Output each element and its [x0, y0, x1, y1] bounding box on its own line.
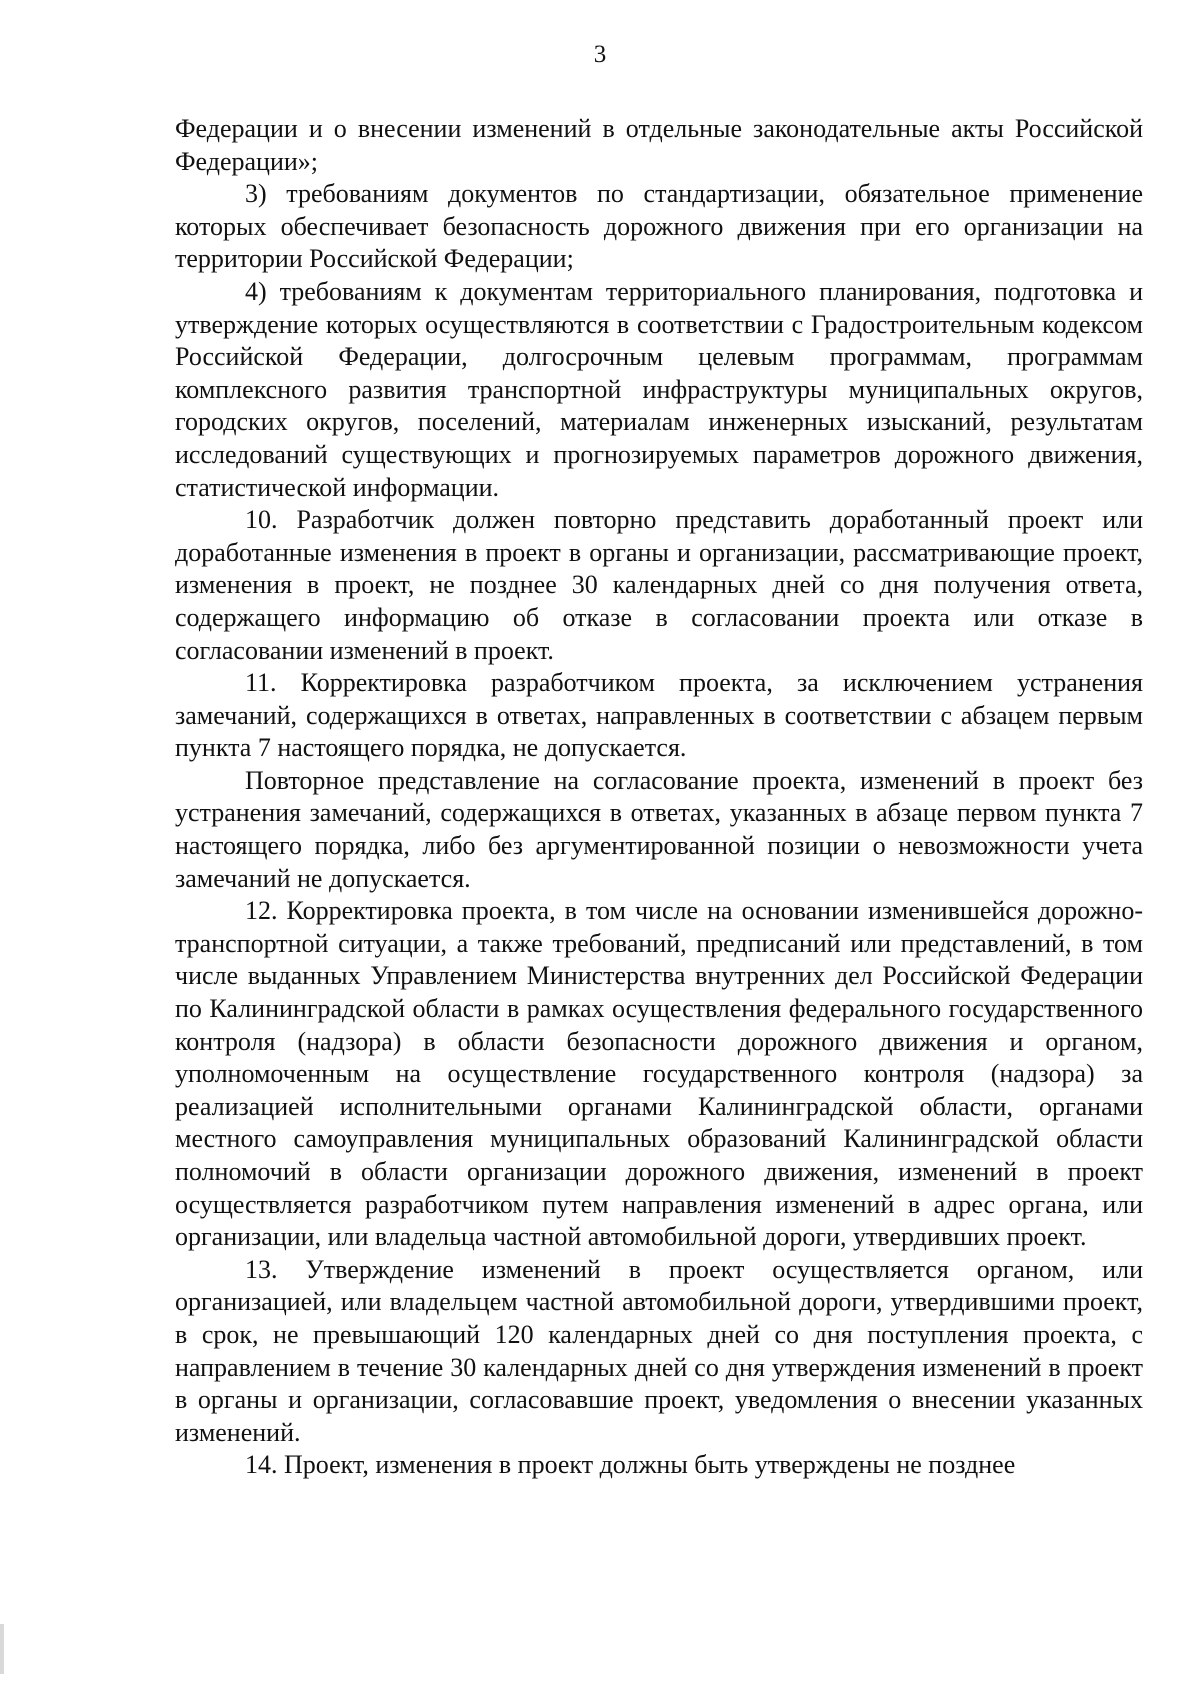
paragraph-clause-12: 12. Корректировка проекта, в том числе на основании изменившейся дорожно-транспортной ситуации, а также требований, предписаний или представлений, в том числе выданных Управлением Министерства внутренних дел Российской Федерации по Калининградской области в рамках осуществления федерального государственного контроля (надзора) в области безопасности дорожного движения и органом, уполномоченным на осуществление государственного контроля (надзора) за реализацией исполнительными органами Калининградской области, органами местного самоуправления муниципальных образований Калининградской области полномочий в области организации дорожного движения, изменений в проект осуществляется разработчиком путем направления изменений в адрес органа, или организации, или владельца частной автомобильной дороги, утвердивших проект. — [175, 896, 1143, 1252]
document-body — [175, 113, 1143, 1482]
paragraph-clause-10: 10. Разработчик должен повторно представить доработанный проект или доработанные изменения в проект в органы и организации, рассматривающие проект, изменения в проект, не позднее 30 календарных дней со дня получения ответа, содержащего информацию об отказе в согласовании проекта или отказе в согласовании изменений в проект. — [175, 505, 1143, 665]
paragraph-continuation: Федерации и о внесении изменений в отдельные законодательные акты Российской Федерации»; — [175, 114, 1143, 176]
paragraph-clause-11-part-2: Повторное представление на согласование проекта, изменений в проект без устранения замечаний, содержащихся в ответах, указанных в абзаце первом пункта 7 настоящего порядка, либо без аргументированной позиции о невозможности учета замечаний не допускается. — [175, 765, 1143, 893]
paragraph-item-4: 4) требованиям к документам территориального планирования, подготовка и утверждение которых осуществляются в соответствии с Градостроительным кодексом Российской Федерации, долгосрочным целевым программам, программам комплексного развития транспортной инфраструктуры муниципальных округов, городских округов, поселений, материалам инженерных изысканий, результатам исследований существующих и прогнозируемых параметров дорожного движения, статистической информации. — [175, 276, 1143, 502]
paragraph-item-3: 3) требованиям документов по стандартизации, обязательное применение которых обеспечивает безопасность дорожного движения при его организации на территории Российской Федерации; — [175, 179, 1143, 274]
scan-edge-mark — [0, 1624, 4, 1674]
paragraph-clause-14: 14. Проект, изменения в проект должны быть утверждены не позднее — [245, 1450, 1016, 1480]
paragraph-clause-11: 11. Корректировка разработчиком проекта, за исключением устранения замечаний, содержащихся в ответах, направленных в соответствии с абзацем первым пункта 7 настоящего порядка, не допускается. — [175, 668, 1143, 763]
paragraph-clause-13: 13. Утверждение изменений в проект осуществляется органом, или организацией, или владельцем частной автомобильной дороги, утвердившими проект, в срок, не превышающий 120 календарных дней со дня поступления проекта, с направлением в течение 30 календарных дней со дня утверждения изменений в проект в органы и организации, согласовавшие проект, уведомления о внесении указанных изменений. — [175, 1254, 1143, 1447]
page-number: 3 — [593, 41, 607, 68]
